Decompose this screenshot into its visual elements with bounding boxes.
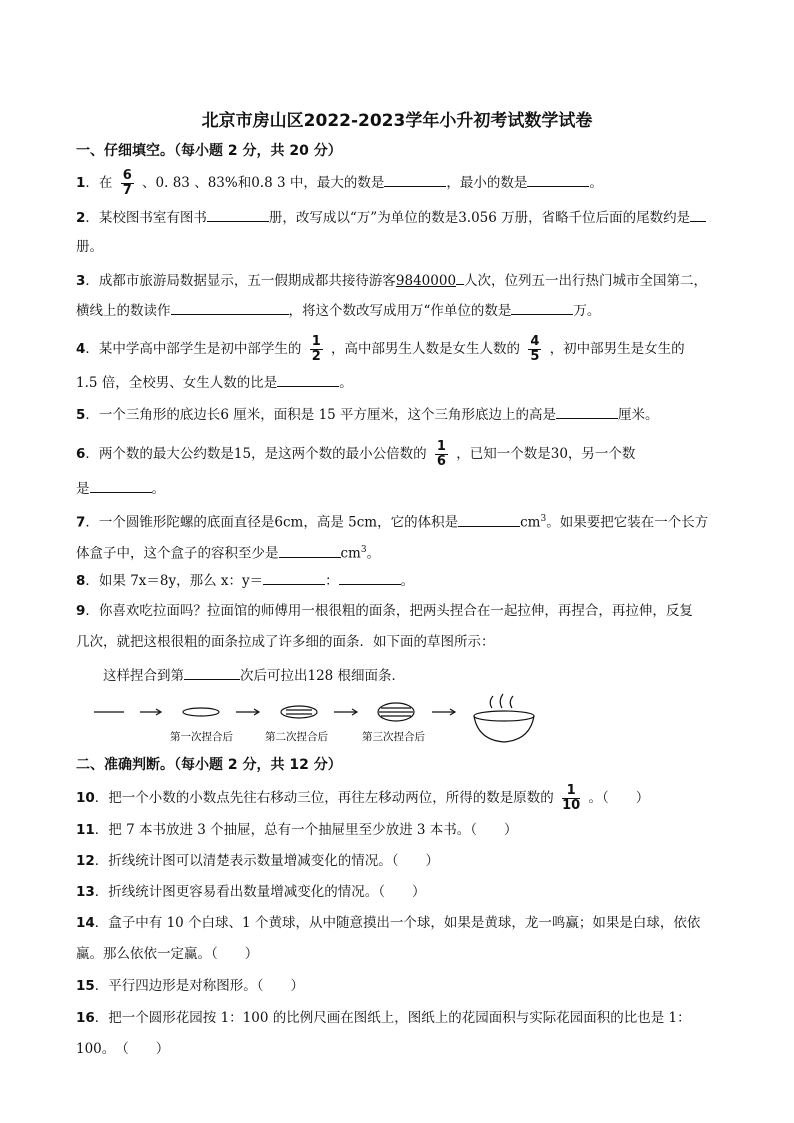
noodle-loop-2 bbox=[281, 706, 317, 718]
question-11: 11．把 7 本书放进 3 个抽屉，总有一个抽屉里至少放进 3 本书。（ ） bbox=[76, 822, 518, 838]
answer-blank[interactable] bbox=[184, 665, 240, 680]
question-6: 6．两个数的最大公约数是15，是这两个数的最小公倍数的 $\frac{1}{6}$ ，已知一个数是30，另一个数 bbox=[76, 439, 636, 469]
question-14-cont: 赢。那么依依一定赢。（ ） bbox=[76, 946, 259, 962]
noodle-loop-1 bbox=[183, 708, 219, 716]
question-12: 12．折线统计图可以清楚表示数量增减变化的情况。（ ） bbox=[76, 853, 440, 869]
answer-parens[interactable]: 。（ ） bbox=[588, 790, 650, 806]
section-1-heading: 一、仔细填空。（每小题 2 分，共 20 分） bbox=[76, 143, 342, 159]
question-16: 16．把一个圆形花园按 1：100 的比例尺画在图纸上，图纸上的花园面积与实际花园面积的比也是 1： bbox=[76, 1010, 691, 1026]
caption-1: 第一次捏合后 bbox=[170, 731, 233, 743]
answer-blank[interactable] bbox=[527, 172, 589, 187]
question-5: 5．一个三角形的底边长6 厘米，面积是 15 平方厘米，这个三角形底边上的高是 厘米。 bbox=[76, 404, 659, 425]
question-4-cont: 1.5 倍，全校男、女生人数的比是 。 bbox=[76, 372, 353, 393]
question-3: 3．成都市旅游局数据显示，五一假期成都共接待游客9840000 人次，位列五一出行热门城市全国第二， bbox=[76, 270, 707, 291]
question-3-cont: 横线上的数读作 ，将这个数改写成用万“作单位的数是 万。 bbox=[76, 300, 600, 321]
question-13: 13．折线统计图更容易看出数量增减变化的情况。（ ） bbox=[76, 884, 426, 900]
answer-blank[interactable] bbox=[277, 372, 339, 387]
fraction: $\frac{1}{6}$ bbox=[436, 439, 446, 469]
answer-blank[interactable] bbox=[511, 300, 573, 315]
answer-blank[interactable] bbox=[339, 570, 401, 585]
question-10: 10．把一个小数的小数点先往右移动三位，再往左移动两位，所得的数是原数的 $\frac{1}{10}$ 。（ ） bbox=[76, 783, 650, 813]
question-7: 7．一个圆锥形陀螺的底面直径是6cm，高是 5cm，它的体积是 $cm^3$。如果要把它装在一个长方 bbox=[76, 509, 708, 533]
question-14: 14．盒子中有 10 个白球、1 个黄球，从中随意摸出一个球，如果是黄球，龙一鸣赢；如果是白球，依依 bbox=[76, 915, 701, 931]
page-title: 北京市房山区2022-2023学年小升初考试数学试卷 bbox=[201, 111, 593, 131]
underline bbox=[456, 270, 464, 285]
caption-2: 第二次捏合后 bbox=[265, 731, 328, 743]
question-2-cont: 册。 bbox=[76, 239, 103, 255]
answer-blank[interactable] bbox=[171, 300, 289, 315]
question-9-cont: 几次，就把这根很粗的面条拉成了许多细的面条．如下面的草图所示： bbox=[76, 634, 495, 650]
answer-blank[interactable] bbox=[279, 543, 341, 558]
answer-blank[interactable] bbox=[384, 172, 446, 187]
answer-blank[interactable] bbox=[690, 207, 706, 222]
question-1: 1．在 $\frac{6}{7}$ 、0. 83 、83%和0.8 3 中，最大的数是 ，最小的数是 。 bbox=[76, 168, 603, 198]
section-2-heading: 二、准确判断。（每小题 2 分，共 12 分） bbox=[76, 757, 342, 773]
question-15: 15．平行四边形是对称图形。（ ） bbox=[76, 978, 305, 994]
fraction: $\frac{1}{2}$ bbox=[311, 334, 321, 364]
answer-blank[interactable] bbox=[556, 404, 618, 419]
question-16-cont: 100。 （ ） bbox=[76, 1041, 170, 1057]
question-2: 2．某校图书室有图书 册，改写成以“万”为单位的数是3.056 万册，省略千位后面的尾数约是 bbox=[76, 207, 706, 228]
answer-blank[interactable] bbox=[458, 512, 520, 527]
question-8: 8．如果 7x＝8y，那么 x：y＝ ： 。 bbox=[76, 570, 414, 591]
question-4: 4．某中学高中部学生是初中部学生的 $\frac{1}{2}$ ，高中部男生人数是女生人数的 $\frac{4}{5}$ ，初中部男生是女生的 bbox=[76, 334, 685, 364]
question-7-cont: 体盒子中，这个盒子的容积至少是 $cm^3$。 bbox=[76, 540, 380, 564]
answer-blank[interactable] bbox=[90, 478, 152, 493]
caption-3: 第三次捏合后 bbox=[362, 731, 425, 743]
answer-blank[interactable] bbox=[207, 207, 269, 222]
noodle-bowl-icon bbox=[474, 694, 534, 742]
question-6-cont: 是 。 bbox=[76, 478, 165, 499]
fraction: $\frac{6}{7}$ bbox=[122, 168, 132, 198]
answer-blank[interactable] bbox=[263, 570, 325, 585]
question-9: 9．你喜欢吃拉面吗？拉面馆的师傅用一根很粗的面条，把两头捏合在一起拉伸，再捏合，再拉伸，反复 bbox=[76, 603, 693, 619]
question-9-prompt: 这样捏合到第 次后可拉出128 根细面条． bbox=[103, 665, 405, 686]
fraction: $\frac{4}{5}$ bbox=[530, 334, 540, 364]
noodle-diagram bbox=[90, 692, 550, 752]
fraction: $\frac{1}{10}$ bbox=[562, 783, 581, 813]
